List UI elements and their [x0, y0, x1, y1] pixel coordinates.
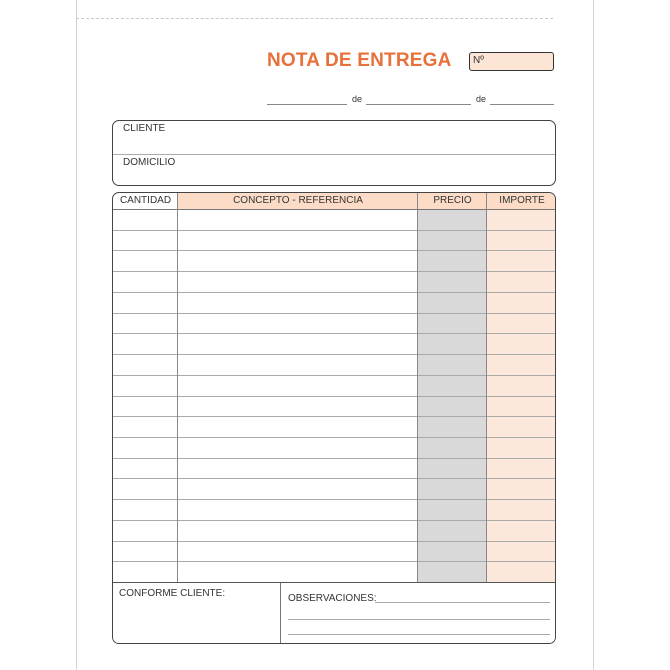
table-row	[113, 437, 556, 438]
table-footer	[113, 582, 555, 643]
table-row	[113, 354, 556, 355]
table-row	[113, 375, 556, 376]
table-row	[113, 313, 556, 314]
table-row	[113, 520, 556, 521]
date-year-line[interactable]	[490, 104, 554, 105]
observations-line-1[interactable]	[375, 602, 550, 603]
client-label: CLIENTE	[123, 123, 166, 134]
header-importe: IMPORTE	[499, 195, 545, 206]
table-row	[113, 292, 556, 293]
table-row	[113, 541, 556, 542]
client-divider	[113, 154, 555, 155]
date-month-line[interactable]	[366, 104, 471, 105]
date-connector-1: de	[352, 94, 363, 104]
header-concepto: CONCEPTO - REFERENCIA	[233, 195, 363, 206]
table-header-row	[113, 193, 555, 210]
column-divider-3	[486, 193, 487, 582]
perforation-line	[76, 18, 553, 19]
table-row	[113, 478, 556, 479]
items-table	[112, 192, 556, 644]
table-row	[113, 396, 556, 397]
footer-divider	[280, 583, 281, 643]
number-field[interactable]	[469, 52, 554, 71]
client-box	[112, 120, 556, 186]
table-row	[113, 250, 556, 251]
table-row	[113, 333, 556, 334]
table-row	[113, 458, 556, 459]
address-label: DOMICILIO	[123, 157, 176, 168]
table-row	[113, 230, 556, 231]
table-row	[113, 499, 556, 500]
signature-label: CONFORME CLIENTE:	[119, 588, 226, 599]
column-divider-2	[417, 193, 418, 582]
observations-line-3[interactable]	[288, 634, 550, 635]
date-connector-2: de	[476, 94, 487, 104]
column-divider-1	[177, 193, 178, 582]
observations-line-2[interactable]	[288, 619, 550, 620]
table-row	[113, 561, 556, 562]
observations-label: OBSERVACIONES:	[288, 593, 377, 604]
form-title: NOTA DE ENTREGA	[267, 50, 452, 71]
date-day-line[interactable]	[267, 104, 347, 105]
header-cantidad: CANTIDAD	[119, 195, 172, 206]
table-row	[113, 271, 556, 272]
table-row	[113, 416, 556, 417]
number-label: Nº	[473, 55, 484, 66]
header-precio: PRECIO	[433, 195, 472, 206]
